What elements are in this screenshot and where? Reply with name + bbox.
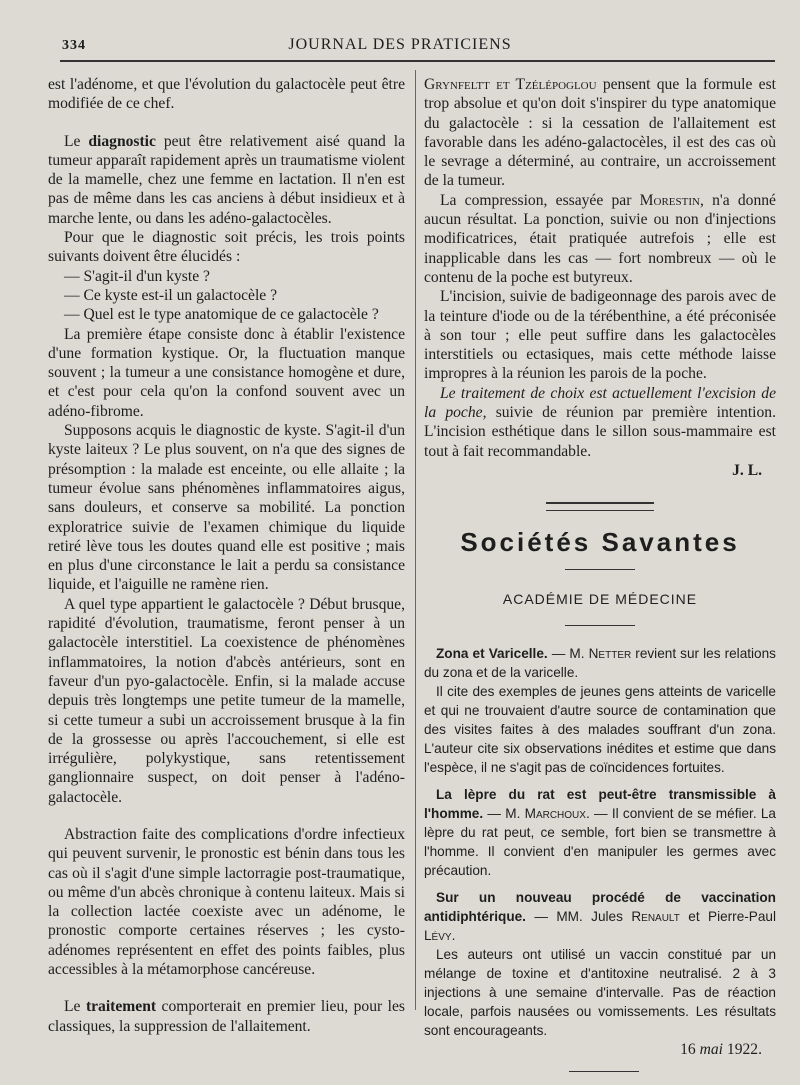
paragraph: A quel type appartient le galactocèle ? Début brusque, rapidité d'évolution, traumatisme, feront penser à un galactocèle interstitiel. La coexistence de phénomènes inflammatoires, la notion d'abcès antérieurs, sont en faveur d'un pyo-galactocèle. Enfin, si la malade accuse depuis très longtemps une petite tumeur de la mamelle, si cette tumeur a subi un accroissement brusque à la fin de la grossesse ou après l'accouchement, si elle est irrégulière, polykystique, sans retentissement ganglionnaire suspect, on doit penser à l'adéno-galactocèle. bbox=[48, 595, 405, 806]
paragraph: Pour que le diagnostic soit précis, les trois points suivants doivent être élucidés : bbox=[48, 229, 405, 266]
author-name: Morestin bbox=[639, 191, 700, 209]
note-lepre: La lèpre du rat est peut-être transmissible à l'homme. — M. Marchoux. — Il convient de se méfier. La lèpre du rat peut, ce semble, fort bien se transmettre à l'homme. Il convient d'en manipuler les germes avec précaution. bbox=[424, 786, 776, 878]
journal-title: JOURNAL DES PRATICIENS bbox=[288, 36, 512, 53]
column-separator bbox=[415, 70, 416, 1010]
question-item: — Ce kyste est-il un galactocèle ? bbox=[64, 286, 278, 304]
author-names: Grynfeltt et Tzélépoglou bbox=[424, 76, 597, 93]
paragraph: Supposons acquis le diagnostic de kyste. S'agit-il d'un kyste laiteux ? Le plus souvent, on n'a que des signes de présomption : la malade est enceinte, ou elle allaite ; la tumeur évolue sans phénomènes inflammatoires aigus, sans douleurs, et conserve sa mobilité. La ponction exploratrice suivie de l'examen chimique du liquide retiré lève tous les doutes quand elle est positive ; mais en plus d'une circonstance le lait a perdu sa consistance liquide, et l'aiguille ne ramène rien. bbox=[48, 422, 405, 594]
paragraph: Grynfeltt et Tzélépoglou pensent que la formule est trop absolue et qu'on doit s'inspirer du type anatomique du galactocèle : si la cessation de l'allaitement est favorable dans les adéno-galactocèles, il est des cas où le sevrage a déterminé, au contraire, un accroissement de la tumeur. bbox=[424, 76, 776, 190]
question-item: — Quel est le type anatomique de ce galactocèle ? bbox=[64, 306, 379, 324]
date-line: 16 mai 1922. bbox=[680, 1040, 762, 1058]
paragraph: Les auteurs ont utilisé un vaccin constitué par un mélange de toxine et d'antitoxine neutralisé. 2 à 3 injections à une semaine d'intervalle. Pas de réaction locale, parfois nausées ou vomissements. Les résultats sont encourageants. bbox=[424, 946, 776, 1038]
paragraph: est l'adénome, et que l'évolution du galactocèle peut être modifiée de ce chef. bbox=[48, 76, 405, 113]
academy-heading: ACADÉMIE DE MÉDECINE bbox=[502, 590, 698, 607]
academy-notes bbox=[424, 644, 776, 1040]
paragraph: La première étape consiste donc à établir l'existence d'une formation kystique. Or, la fluctuation manque souvent ; la tumeur a une consistance homogène et dure, et c'est pour cela qu'on la confond souvent avec un adéno-fibrome. bbox=[48, 325, 405, 420]
header-rule bbox=[60, 60, 775, 62]
section-divider bbox=[546, 502, 654, 511]
paragraph: La compression, essayée par Morestin, n'a donné aucun résultat. La ponction, suivie ou non d'injections modificatrices, était pratiquée autrefois ; elle est inapplicable dans les cas — fort nombreux — où le contenu de la poche est butyreux. bbox=[424, 191, 776, 286]
note-zona: Zona et Varicelle. — M. Netter revient sur les relations du zona et de la varicelle. bbox=[424, 645, 776, 680]
article-signature: J. L. bbox=[732, 461, 762, 479]
paragraph: Le traitement de choix est actuellement l'excision de la poche, suivie de réunion par première intention. L'incision esthétique dans le sillon sous-mammaire est tout à fait recommandable. bbox=[424, 384, 776, 460]
term-diagnostic: diagnostic bbox=[88, 132, 156, 150]
section-title: Sociétés Savantes bbox=[460, 527, 740, 558]
emphasis-text: Le traitement de choix est actuellement l'excision de la poche, bbox=[424, 384, 776, 422]
page-header bbox=[0, 30, 800, 60]
term-traitement: traitement bbox=[85, 998, 157, 1016]
paragraph-treatment: Le traitement comporterait en premier lieu, pour les classiques, la suppression de l'allaitement. bbox=[48, 998, 405, 1035]
paragraph: Il cite des exemples de jeunes gens atteints de varicelle et qui ne trouvaient d'autre source de contamination que des visites faites à des malades souffrant d'un zona. L'auteur cite six observations inédites et estime que dans l'espèce, il ne s'agit pas de coïncidences fortuites. bbox=[424, 683, 776, 775]
note-vaccination: Sur un nouveau procédé de vaccination antidiphtérique. — MM. Jules Renault et Pierre-Paul Lévy. bbox=[424, 889, 777, 943]
right-column bbox=[424, 75, 776, 1072]
paragraph-prognosis: Abstraction faite des complications d'ordre infectieux qui peuvent survenir, le pronostic est bénin dans tous les cas où il s'agit d'une simple lactorragie post-traumatique, ou même d'un abcès chronique à contenu laiteux. Mais si la collection lactée coexiste avec un adénome, le pronostic comporte certaines réserves ; les cysto-adénomes représentent en effet des points faibles, plus accessibles à la métamorphose cancéreuse. bbox=[48, 825, 405, 979]
end-rule bbox=[569, 1071, 639, 1072]
paragraph: L'incision, suivie de badigeonnage des parois avec de la teinture d'iode ou de la térébenthine, a été préconisée à son tour ; elle peut suffire dans les galactocèles interstitiels ou ectasiques, mais cette méthode laisse impropres à la réunion les parois de la poche. bbox=[424, 288, 776, 383]
question-item: — S'agit-il d'un kyste ? bbox=[64, 267, 210, 285]
title-rule bbox=[565, 569, 635, 570]
paragraph-diagnostic: Le diagnostic peut être relativement aisé quand la tumeur apparaît rapidement après un traumatisme violent de la mamelle, chez une femme en lactation. Il n'en est pas de même dans les cas anciens à début insidieux et à marche lente, ou dans les adéno-galactocèles. bbox=[48, 132, 405, 227]
left-column bbox=[48, 75, 405, 1036]
page-number: 334 bbox=[62, 38, 86, 53]
